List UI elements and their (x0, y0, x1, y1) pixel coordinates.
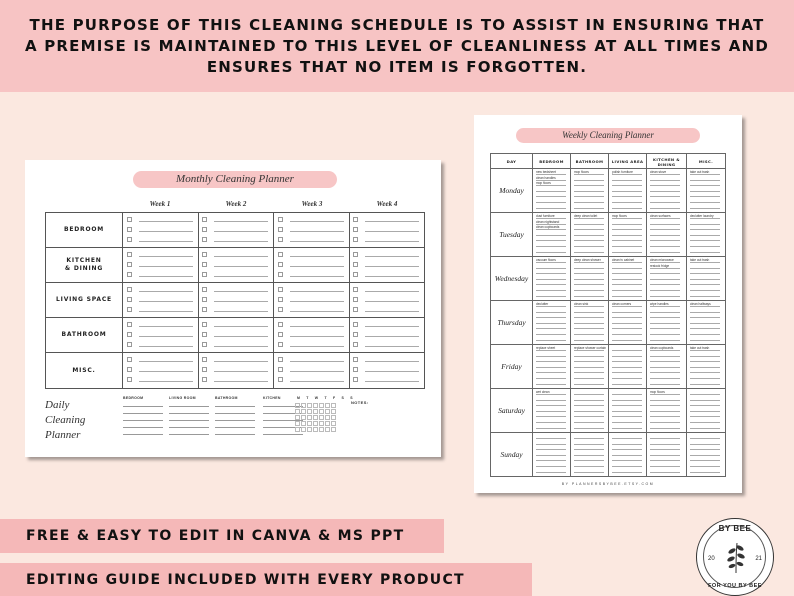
task-checkbox-line[interactable] (202, 377, 268, 382)
daily-column-header: LIVING ROOM (169, 396, 196, 400)
task-checkbox-line[interactable] (278, 377, 344, 382)
weekly-header: KITCHEN & DINING (647, 154, 687, 169)
task-text: clean corners (612, 302, 632, 306)
daily-checkbox[interactable] (313, 421, 318, 426)
daily-title-line: Daily (45, 399, 70, 411)
task-cell[interactable] (647, 257, 687, 300)
daily-checkbox[interactable] (313, 427, 318, 432)
seal-year-left: 20 (708, 556, 715, 562)
week-cell (123, 353, 199, 388)
task-checkbox-line[interactable] (127, 332, 193, 337)
task-checkbox-line[interactable] (278, 342, 344, 347)
task-text: clean surfaces (650, 214, 671, 218)
task-checkbox-line[interactable] (353, 342, 419, 347)
daily-planner-title (45, 398, 105, 443)
task-checkbox-line[interactable] (278, 217, 344, 222)
task-checkbox-line[interactable] (127, 287, 193, 292)
task-checkbox-line[interactable] (353, 252, 419, 257)
task-cell[interactable] (687, 345, 725, 388)
task-text: deep clean toilet (574, 214, 598, 218)
task-checkbox-line[interactable] (353, 322, 419, 327)
daily-checkbox[interactable] (307, 421, 312, 426)
monthly-grid (45, 212, 425, 389)
monthly-title: Monthly Cleaning Planner (133, 171, 337, 188)
daily-checkbox[interactable] (325, 403, 330, 408)
task-cell[interactable] (647, 213, 687, 256)
weekly-day-row (491, 389, 725, 433)
task-cell[interactable] (687, 433, 725, 476)
task-checkbox-line[interactable] (353, 307, 419, 312)
week-header: Week 4 (376, 200, 398, 208)
task-checkbox-line[interactable] (202, 297, 268, 302)
monthly-planner-sheet (25, 160, 441, 457)
task-cell[interactable] (571, 345, 609, 388)
daily-checkbox[interactable] (301, 421, 306, 426)
task-checkbox-line[interactable] (127, 322, 193, 327)
task-text: replace shower curtain (574, 346, 607, 350)
task-checkbox-line[interactable] (202, 322, 268, 327)
task-text: clean cupboards (650, 346, 674, 350)
task-cell[interactable] (609, 389, 647, 432)
task-cell[interactable] (609, 433, 647, 476)
task-text: clean tv cabinet (612, 258, 635, 262)
task-text: clean hallways (690, 302, 711, 306)
feature-text: EDITING GUIDE INCLUDED WITH EVERY PRODUCT (26, 571, 465, 588)
task-checkbox-line[interactable] (278, 262, 344, 267)
task-text: wipe handles (650, 302, 669, 306)
monthly-row (46, 283, 424, 318)
task-cell[interactable] (687, 169, 725, 212)
daily-checkbox[interactable] (307, 415, 312, 420)
task-text: mop floors (574, 170, 589, 174)
task-checkbox-line[interactable] (202, 262, 268, 267)
task-cell[interactable] (687, 389, 725, 432)
week-cell (274, 248, 350, 282)
weekly-footer: BY PLANNERSBYBEE.ETSY.COM (561, 482, 655, 486)
weekly-day-row (491, 213, 725, 257)
task-text: take out trash (690, 258, 710, 262)
task-cell[interactable] (609, 345, 647, 388)
daily-checkbox[interactable] (301, 409, 306, 414)
feature-banner-edit (0, 519, 444, 553)
task-checkbox-line[interactable] (353, 287, 419, 292)
task-text: deep clean shower (574, 258, 601, 262)
task-checkbox-line[interactable] (127, 307, 193, 312)
task-checkbox-line[interactable] (127, 262, 193, 267)
task-checkbox-line[interactable] (127, 227, 193, 232)
weekly-grid (490, 153, 726, 477)
task-text: mop floors (536, 181, 551, 186)
brand-seal-logo (696, 518, 774, 596)
task-text: vacuum floors (536, 258, 556, 262)
task-cell[interactable] (533, 257, 571, 300)
weekly-day-row (491, 257, 725, 301)
task-text: clean sink (574, 302, 589, 306)
daily-checkbox[interactable] (325, 415, 330, 420)
task-cell[interactable] (533, 389, 571, 432)
daily-title-line: Planner (45, 429, 81, 441)
week-cell (349, 213, 425, 247)
row-label: LIVING SPACE (46, 283, 123, 317)
task-text: restock fridge (650, 263, 670, 268)
task-cell[interactable] (647, 433, 687, 476)
task-checkbox-line[interactable] (353, 227, 419, 232)
day-label: Thursday (491, 301, 533, 344)
task-cell[interactable] (533, 169, 571, 212)
notes-label: NOTES: (351, 400, 369, 405)
daily-checkbox[interactable] (319, 415, 324, 420)
task-text: clean nightstand (536, 219, 560, 224)
task-checkbox-line[interactable] (202, 342, 268, 347)
weekly-header: MISC. (698, 159, 714, 164)
week-cell (274, 213, 350, 247)
weekly-header-row (491, 154, 725, 169)
weekly-header: LIVING AREA (609, 154, 647, 169)
daily-column (169, 396, 209, 435)
task-checkbox-line[interactable] (278, 252, 344, 257)
task-checkbox-line[interactable] (127, 357, 193, 362)
top-banner (0, 0, 794, 92)
weekly-header: BEDROOM (533, 154, 571, 169)
task-checkbox-line[interactable] (127, 217, 193, 222)
monthly-row (46, 248, 424, 283)
monthly-row (46, 213, 424, 248)
daily-checkbox[interactable] (313, 409, 318, 414)
task-checkbox-line[interactable] (278, 322, 344, 327)
task-cell[interactable] (609, 257, 647, 300)
daily-column-header: KITCHEN (263, 396, 281, 400)
task-checkbox-line[interactable] (202, 332, 268, 337)
week-cell (123, 213, 199, 247)
task-checkbox-line[interactable] (202, 367, 268, 372)
task-checkbox-line[interactable] (127, 297, 193, 302)
daily-checkbox[interactable] (319, 403, 324, 408)
row-label: BATHROOM (46, 318, 123, 352)
daily-column-header: BATHROOM (215, 396, 238, 400)
week-cell (198, 353, 274, 388)
task-cell[interactable] (571, 301, 609, 344)
task-checkbox-line[interactable] (202, 252, 268, 257)
daily-checkbox[interactable] (295, 409, 300, 414)
task-cell[interactable] (687, 213, 725, 256)
daily-checkbox[interactable] (295, 415, 300, 420)
task-cell[interactable] (609, 213, 647, 256)
daily-checkbox[interactable] (331, 427, 336, 432)
week-cell (274, 353, 350, 388)
task-text: clean stove (650, 170, 667, 174)
task-text: clean microwave (650, 258, 674, 262)
task-text: dust furniture (536, 214, 555, 218)
task-cell[interactable] (647, 301, 687, 344)
week-cell (123, 318, 199, 352)
week-cell (349, 318, 425, 352)
task-text: declutter laundry (690, 214, 714, 218)
task-cell[interactable] (609, 301, 647, 344)
task-text: declutter (536, 302, 549, 306)
daily-checkbox[interactable] (319, 409, 324, 414)
week-cell (274, 318, 350, 352)
day-label: Friday (491, 345, 533, 388)
task-checkbox-line[interactable] (202, 357, 268, 362)
week-cell (198, 283, 274, 317)
day-label: Tuesday (491, 213, 533, 256)
week-cell (123, 283, 199, 317)
task-text: mop floors (650, 390, 665, 394)
task-cell[interactable] (647, 389, 687, 432)
weekly-day-row (491, 345, 725, 389)
feature-text: FREE & EASY TO EDIT IN CANVA & MS PPT (26, 528, 405, 544)
task-cell[interactable] (571, 433, 609, 476)
task-text: take out trash (690, 170, 710, 174)
task-cell[interactable] (687, 301, 725, 344)
task-checkbox-line[interactable] (353, 217, 419, 222)
daily-column (215, 396, 255, 435)
task-checkbox-line[interactable] (278, 357, 344, 362)
task-cell[interactable] (533, 213, 571, 256)
task-checkbox-line[interactable] (353, 272, 419, 277)
task-text: polish furniture (612, 170, 633, 174)
task-checkbox-line[interactable] (353, 332, 419, 337)
task-checkbox-line[interactable] (353, 377, 419, 382)
task-text: clean handles (536, 175, 556, 180)
task-checkbox-line[interactable] (127, 367, 193, 372)
row-label: KITCHEN & DINING (46, 248, 123, 282)
daily-checkbox[interactable] (325, 427, 330, 432)
task-checkbox-line[interactable] (278, 367, 344, 372)
task-checkbox-line[interactable] (202, 287, 268, 292)
daily-checkbox[interactable] (307, 427, 312, 432)
daily-checkbox[interactable] (313, 415, 318, 420)
task-checkbox-line[interactable] (353, 357, 419, 362)
feature-banner-guide (0, 563, 532, 596)
daily-column (123, 396, 163, 435)
task-checkbox-line[interactable] (202, 227, 268, 232)
daily-checkbox[interactable] (307, 403, 312, 408)
row-label: BEDROOM (46, 213, 123, 247)
task-text: clean cupboards (536, 225, 560, 230)
task-cell[interactable] (571, 169, 609, 212)
week-cell (349, 283, 425, 317)
task-cell[interactable] (533, 433, 571, 476)
task-checkbox-line[interactable] (127, 252, 193, 257)
task-checkbox-line[interactable] (202, 272, 268, 277)
botanical-icon (724, 539, 748, 575)
daily-checkbox-grid (295, 403, 339, 433)
monthly-row (46, 318, 424, 353)
task-cell[interactable] (609, 169, 647, 212)
task-cell[interactable] (571, 389, 609, 432)
weekly-day-row (491, 301, 725, 345)
task-text: replace sheet (536, 346, 556, 350)
seal-top-text: BY BEE (718, 524, 752, 533)
week-header: Week 2 (225, 200, 247, 208)
task-cell[interactable] (571, 213, 609, 256)
daily-days: M T W T F S S (297, 396, 356, 400)
week-cell (198, 318, 274, 352)
task-text: take out trash (690, 346, 710, 350)
seal-bottom-text: FOR YOU BY BEE (708, 583, 762, 589)
task-text: mop floors (612, 214, 627, 218)
daily-checkbox[interactable] (313, 403, 318, 408)
daily-title-line: Cleaning (45, 414, 86, 426)
daily-checkbox[interactable] (331, 415, 336, 420)
banner-text: THE PURPOSE OF THIS CLEANING SCHEDULE IS TO ASSIST IN ENSURING THAT A PREMISE IS MAINTAINED TO THIS LEVEL OF CLEANLINESS AT ALL TIMES AND ENSURES THAT NO ITEM IS FORGOTTEN. (24, 15, 769, 76)
week-cell (123, 248, 199, 282)
task-checkbox-line[interactable] (278, 332, 344, 337)
weekly-header: DAY (491, 154, 533, 169)
monthly-row (46, 353, 424, 388)
day-label: Saturday (491, 389, 533, 432)
task-cell[interactable] (533, 301, 571, 344)
daily-checkbox[interactable] (325, 421, 330, 426)
daily-checkbox[interactable] (331, 403, 336, 408)
task-checkbox-line[interactable] (127, 342, 193, 347)
task-cell[interactable] (687, 257, 725, 300)
daily-checkbox[interactable] (301, 403, 306, 408)
weekly-day-row (491, 169, 725, 213)
task-checkbox-line[interactable] (353, 237, 419, 242)
task-text: new bedsheet (536, 170, 556, 174)
week-header: Week 3 (301, 200, 323, 208)
task-checkbox-line[interactable] (127, 272, 193, 277)
task-checkbox-line[interactable] (127, 377, 193, 382)
task-checkbox-line[interactable] (278, 272, 344, 277)
daily-checkbox[interactable] (319, 421, 324, 426)
task-cell[interactable] (533, 345, 571, 388)
weekly-day-row (491, 433, 725, 476)
daily-checkbox[interactable] (325, 409, 330, 414)
daily-checkbox[interactable] (307, 409, 312, 414)
seal-year-right: 21 (755, 556, 762, 562)
weekly-planner-sheet (474, 115, 742, 493)
task-checkbox-line[interactable] (278, 227, 344, 232)
day-label: Sunday (491, 433, 533, 476)
week-cell (349, 353, 425, 388)
task-checkbox-line[interactable] (202, 237, 268, 242)
task-checkbox-line[interactable] (278, 287, 344, 292)
daily-checkbox[interactable] (331, 421, 336, 426)
task-checkbox-line[interactable] (278, 237, 344, 242)
week-header: Week 1 (149, 200, 171, 208)
daily-checkbox[interactable] (295, 403, 300, 408)
row-label: MISC. (46, 353, 123, 388)
daily-checkbox[interactable] (295, 427, 300, 432)
task-checkbox-line[interactable] (353, 297, 419, 302)
daily-checkbox[interactable] (319, 427, 324, 432)
task-checkbox-line[interactable] (202, 307, 268, 312)
task-text: wet clean (536, 390, 550, 394)
day-label: Monday (491, 169, 533, 212)
week-cell (274, 283, 350, 317)
task-cell[interactable] (571, 257, 609, 300)
weekly-title: Weekly Cleaning Planner (516, 128, 700, 143)
week-cell (198, 248, 274, 282)
daily-checkbox[interactable] (295, 421, 300, 426)
daily-checkbox[interactable] (301, 415, 306, 420)
weekly-header: BATHROOM (571, 154, 609, 169)
daily-column-header: BEDROOM (123, 396, 144, 400)
task-checkbox-line[interactable] (127, 237, 193, 242)
task-checkbox-line[interactable] (353, 367, 419, 372)
week-cell (349, 248, 425, 282)
daily-checkbox[interactable] (331, 409, 336, 414)
task-cell[interactable] (647, 169, 687, 212)
task-checkbox-line[interactable] (278, 297, 344, 302)
daily-checkbox[interactable] (301, 427, 306, 432)
day-label: Wednesday (491, 257, 533, 300)
task-cell[interactable] (647, 345, 687, 388)
task-checkbox-line[interactable] (278, 307, 344, 312)
week-cell (198, 213, 274, 247)
task-checkbox-line[interactable] (353, 262, 419, 267)
task-checkbox-line[interactable] (202, 217, 268, 222)
